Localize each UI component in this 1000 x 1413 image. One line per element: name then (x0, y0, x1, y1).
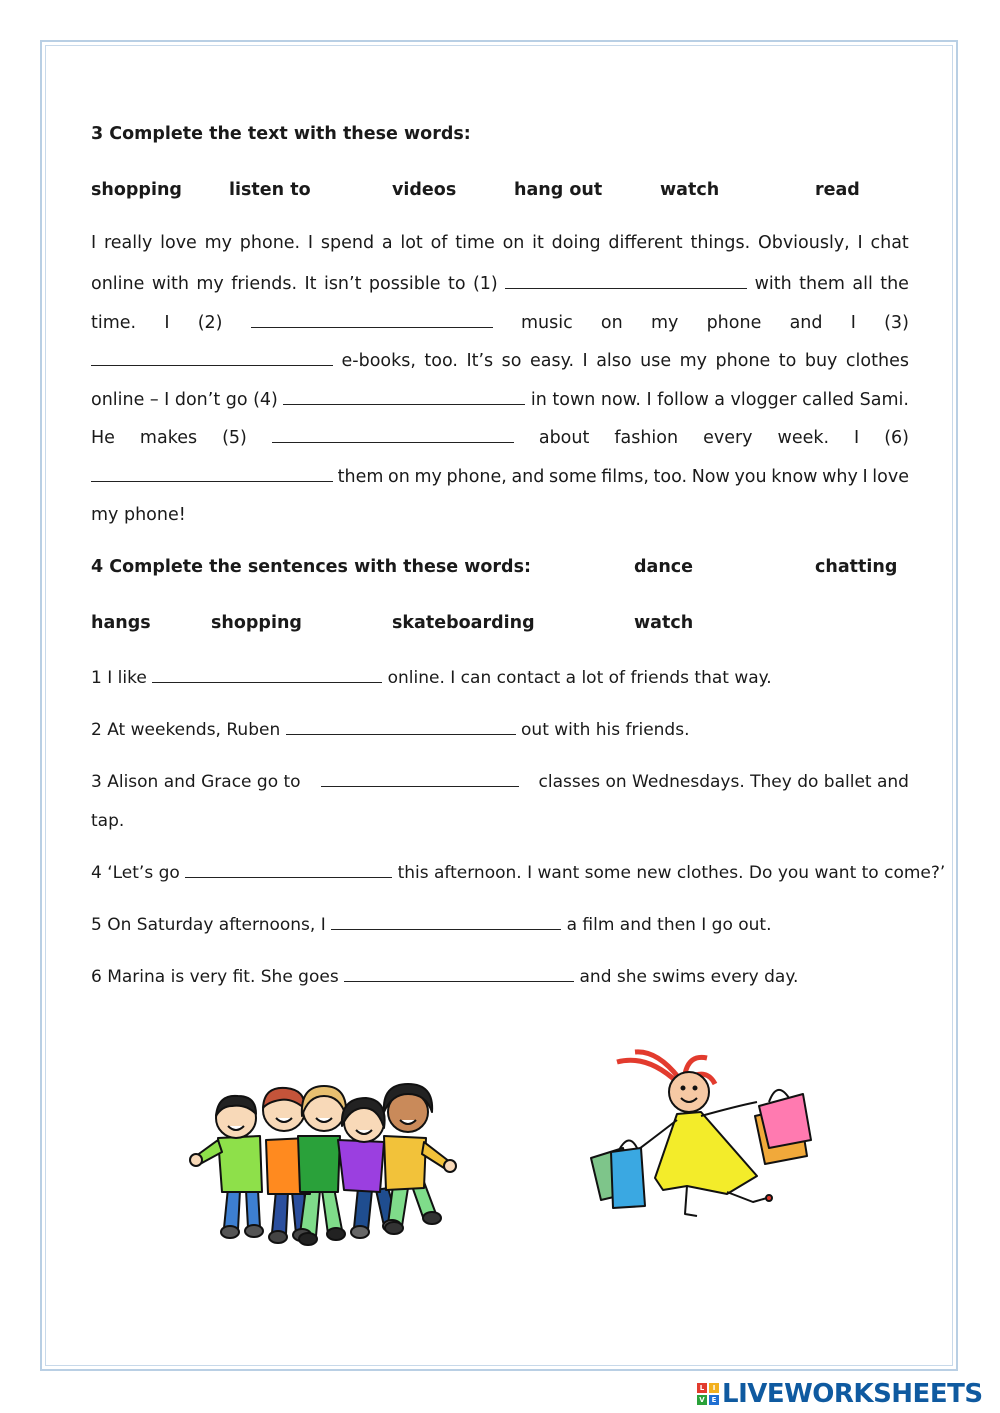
paragraph-word: them (337, 467, 384, 487)
paragraph-word: clothes (845, 351, 909, 371)
paragraph-word: I (850, 313, 856, 333)
answer-blank-2[interactable] (286, 719, 516, 735)
paragraph-word: with (754, 274, 792, 294)
word-bank-item: watch (660, 180, 720, 200)
paragraph-word: He (91, 428, 115, 448)
liveworksheets-logo (697, 1379, 983, 1409)
paragraph-line (91, 272, 909, 294)
paragraph-word: a (381, 233, 393, 253)
sentence-1: 1 I like online. I can contact a lot of friends that way. (91, 668, 772, 688)
answer-blank-1[interactable] (152, 667, 382, 683)
answer-blank[interactable] (91, 349, 333, 366)
paragraph-word: doing (551, 233, 601, 253)
paragraph-word: isn’t (323, 274, 362, 294)
word-bank-item: chatting (815, 557, 898, 577)
paragraph-word: fashion (614, 428, 679, 448)
paragraph-word: I (91, 233, 97, 253)
exercise4-heading: 4 Complete the sentences with these words: (91, 557, 531, 577)
paragraph-line (91, 233, 909, 253)
paragraph-word: all (852, 274, 873, 294)
paragraph-word: every (703, 428, 753, 448)
paragraph-word: with (151, 274, 189, 294)
answer-blank[interactable] (505, 272, 747, 289)
paragraph-word: them (799, 274, 845, 294)
paragraph-word: I (646, 390, 652, 410)
paragraph-word: I (582, 351, 588, 371)
paragraph-word: It (304, 274, 317, 294)
paragraph-word: (2) (197, 313, 223, 333)
paragraph-line (91, 465, 909, 487)
paragraph-word: it (532, 233, 544, 253)
paragraph-word: phone (706, 313, 762, 333)
paragraph-word: I (857, 233, 863, 253)
paragraph-word: (5) (222, 428, 247, 448)
word-bank-item: shopping (211, 613, 302, 633)
paragraph-last-line: my phone! (91, 505, 186, 525)
paragraph-word: my (650, 313, 679, 333)
paragraph-word: (4) (253, 390, 278, 410)
answer-blank-3[interactable] (321, 771, 519, 787)
logo-text: LIVEWORKSHEETS (722, 1379, 983, 1409)
girl-shopping-illustration (577, 1044, 819, 1222)
paragraph-word: about (538, 428, 590, 448)
paragraph-word: phone. (239, 233, 301, 253)
friends-group-illustration (188, 1078, 460, 1246)
paragraph-word: my (204, 233, 233, 253)
paragraph-word: buy (804, 351, 838, 371)
paragraph-word: to (778, 351, 797, 371)
paragraph-word: Obviously, (757, 233, 850, 253)
paragraph-word: music (520, 313, 573, 333)
paragraph-word: on (600, 313, 623, 333)
paragraph-word: vlogger (730, 390, 797, 410)
paragraph-word: time. (91, 313, 137, 333)
paragraph-line (91, 388, 909, 410)
paragraph-line (91, 426, 909, 448)
paragraph-word: my (679, 351, 708, 371)
paragraph-word: my (414, 467, 442, 487)
logo-blocks-icon: L I V E (697, 1383, 719, 1405)
sentence-6: 6 Marina is very fit. She goes and she swims every day. (91, 967, 799, 987)
paragraph-word: (3) (884, 313, 909, 333)
paragraph-word: Sami. (859, 390, 909, 410)
paragraph-word: I (307, 233, 314, 253)
sentence-3: 3 Alison and Grace go to classes on Wednesdays. They do ballet and (91, 772, 909, 792)
sentence-2: 2 At weekends, Ruben out with his friends. (91, 720, 690, 740)
word-bank-item: videos (392, 180, 457, 200)
paragraph-word: on (388, 467, 410, 487)
paragraph-line (91, 349, 909, 371)
paragraph-word: you (734, 467, 767, 487)
paragraph-word: I (862, 467, 868, 487)
sentence-5: 5 On Saturday afternoons, I a film and then I go out. (91, 915, 772, 935)
word-bank-item: hangs (91, 613, 151, 633)
paragraph-word: on (502, 233, 525, 253)
word-bank-item: dance (634, 557, 694, 577)
paragraph-word: different (608, 233, 683, 253)
paragraph-word: the (880, 274, 909, 294)
paragraph-word: love (160, 233, 197, 253)
paragraph-word: town (552, 390, 596, 410)
paragraph-word: don’t (174, 390, 221, 410)
paragraph-word: (1) (472, 274, 498, 294)
paragraph-word: a (714, 390, 726, 410)
paragraph-word: some (549, 467, 597, 487)
word-bank-item: read (815, 180, 860, 200)
answer-blank-6[interactable] (344, 966, 574, 982)
paragraph-word: go (225, 390, 248, 410)
paragraph-word: and (511, 467, 545, 487)
paragraph-word: lot (400, 233, 423, 253)
paragraph-word: easy. (529, 351, 575, 371)
paragraph-word: my (196, 274, 224, 294)
paragraph-word: It’s (466, 351, 494, 371)
paragraph-word: know (771, 467, 818, 487)
sentence-3-continuation: tap. (91, 811, 125, 831)
word-bank-item: hang out (514, 180, 603, 200)
paragraph-word: films, (601, 467, 649, 487)
paragraph-word: makes (139, 428, 198, 448)
paragraph-word: why (822, 467, 858, 487)
paragraph-word: and (789, 313, 823, 333)
answer-blank[interactable] (283, 388, 525, 405)
paragraph-word: now. (600, 390, 641, 410)
paragraph-word: love (872, 467, 909, 487)
paragraph-word: phone (715, 351, 771, 371)
paragraph-word: friends. (231, 274, 298, 294)
word-bank-item: shopping (91, 180, 182, 200)
paragraph-word: I (854, 428, 860, 448)
answer-blank[interactable] (272, 426, 514, 443)
paragraph-word: use (640, 351, 672, 371)
paragraph-word: really (103, 233, 153, 253)
paragraph-word: week. (777, 428, 830, 448)
paragraph-word: of (430, 233, 448, 253)
paragraph-word: online (91, 390, 145, 410)
paragraph-word: so (501, 351, 522, 371)
paragraph-word: follow (657, 390, 709, 410)
exercise3-heading: 3 Complete the text with these words: (91, 124, 471, 144)
paragraph-word: in (530, 390, 547, 410)
paragraph-word: chat (870, 233, 909, 253)
answer-blank-4[interactable] (185, 862, 392, 878)
answer-blank[interactable] (251, 311, 493, 328)
paragraph-word: also (596, 351, 632, 371)
paragraph-word: – (149, 390, 159, 410)
word-bank-item: skateboarding (392, 613, 535, 633)
paragraph-word: phone, (446, 467, 507, 487)
word-bank-item: listen to (229, 180, 311, 200)
paragraph-line (91, 311, 909, 333)
paragraph-word: I (164, 313, 170, 333)
answer-blank-5[interactable] (331, 914, 561, 930)
paragraph-word: possible (368, 274, 441, 294)
sentence-4: 4 ‘Let’s go this afternoon. I want some new clothes. Do you want to come?’ (91, 863, 946, 883)
paragraph-word: things. (690, 233, 751, 253)
paragraph-word: e-books, (341, 351, 416, 371)
paragraph-word: too. (653, 467, 688, 487)
paragraph-word: spend (320, 233, 375, 253)
paragraph-word: to (447, 274, 466, 294)
paragraph-word: I (164, 390, 170, 410)
word-bank-item: watch (634, 613, 694, 633)
paragraph-word: time (455, 233, 495, 253)
answer-blank[interactable] (91, 465, 333, 482)
paragraph-word: Now (691, 467, 730, 487)
paragraph-word: online (91, 274, 145, 294)
paragraph-word: too. (424, 351, 458, 371)
paragraph-word: called (802, 390, 855, 410)
paragraph-word: (6) (884, 428, 909, 448)
